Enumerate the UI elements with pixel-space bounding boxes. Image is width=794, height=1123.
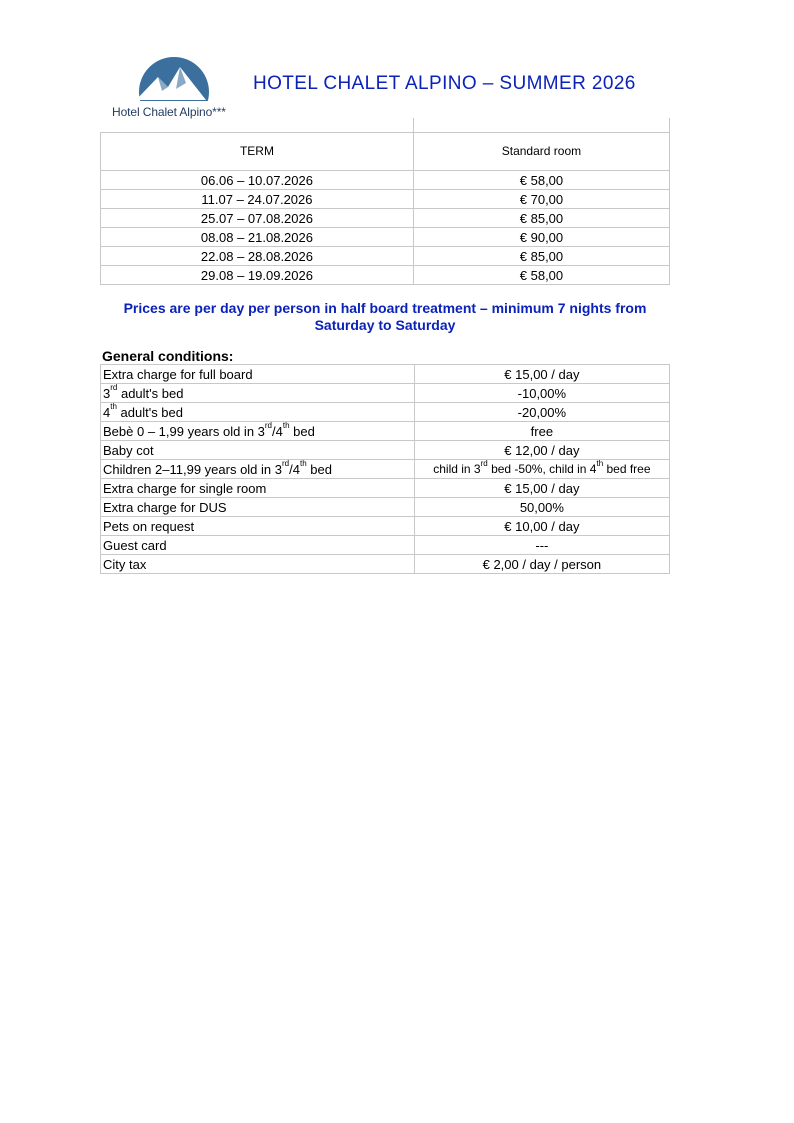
pricing-note: Prices are per day per person in half board treatment – minimum 7 nights from Saturday to Saturday: [123, 300, 647, 333]
price-cell: € 85,00: [413, 247, 669, 266]
condition-value: € 15,00 / day: [414, 479, 669, 498]
page-title: HOTEL CHALET ALPINO – SUMMER 2026: [253, 73, 636, 94]
condition-value: € 12,00 / day: [414, 441, 669, 460]
condition-label: 3rd adult's bed: [101, 384, 415, 403]
table-row: [101, 228, 670, 247]
table-row: [101, 555, 670, 574]
condition-label: Baby cot: [101, 441, 415, 460]
price-cell: € 85,00: [413, 209, 669, 228]
table-row: [101, 460, 670, 479]
table-row: [101, 403, 670, 422]
table-row: [101, 422, 670, 441]
logo-text: Hotel Chalet Alpino***: [112, 105, 226, 119]
table-row: [101, 479, 670, 498]
condition-label: 4th adult's bed: [101, 403, 415, 422]
condition-value: ---: [414, 536, 669, 555]
term-cell: 08.08 – 21.08.2026: [101, 228, 414, 247]
condition-label: Extra charge for single room: [101, 479, 415, 498]
term-cell: 22.08 – 28.08.2026: [101, 247, 414, 266]
table-row: [101, 190, 670, 209]
condition-value: € 15,00 / day: [414, 365, 669, 384]
table-row: [101, 517, 670, 536]
price-cell: € 70,00: [413, 190, 669, 209]
table-header-row: [101, 133, 670, 171]
table-row: [101, 365, 670, 384]
term-cell: 25.07 – 07.08.2026: [101, 209, 414, 228]
condition-label: Bebè 0 – 1,99 years old in 3rd/4th bed: [101, 422, 415, 441]
condition-value: € 10,00 / day: [414, 517, 669, 536]
column-header-term: TERM: [101, 133, 414, 171]
condition-label: Extra charge for DUS: [101, 498, 415, 517]
price-cell: € 58,00: [413, 266, 669, 285]
condition-label: City tax: [101, 555, 415, 574]
condition-value: -20,00%: [414, 403, 669, 422]
price-table: [100, 118, 670, 285]
table-row: [101, 266, 670, 285]
condition-label: Guest card: [101, 536, 415, 555]
table-row: [101, 498, 670, 517]
column-header-room: Standard room: [413, 133, 669, 171]
term-cell: 29.08 – 19.09.2026: [101, 266, 414, 285]
condition-value: child in 3rd bed -50%, child in 4th bed free: [414, 460, 669, 479]
conditions-title: General conditions:: [102, 348, 234, 364]
table-spacer-row: [101, 118, 670, 133]
condition-value: free: [414, 422, 669, 441]
conditions-table: [100, 364, 670, 574]
table-row: [101, 209, 670, 228]
condition-value: € 2,00 / day / person: [414, 555, 669, 574]
condition-value: 50,00%: [414, 498, 669, 517]
term-cell: 11.07 – 24.07.2026: [101, 190, 414, 209]
condition-label: Pets on request: [101, 517, 415, 536]
price-cell: € 58,00: [413, 171, 669, 190]
condition-value: -10,00%: [414, 384, 669, 403]
condition-label: Extra charge for full board: [101, 365, 415, 384]
table-row: [101, 171, 670, 190]
table-row: [101, 536, 670, 555]
table-row: [101, 441, 670, 460]
price-cell: € 90,00: [413, 228, 669, 247]
condition-label: Children 2–11,99 years old in 3rd/4th bed: [101, 460, 415, 479]
table-row: [101, 247, 670, 266]
table-row: [101, 384, 670, 403]
term-cell: 06.06 – 10.07.2026: [101, 171, 414, 190]
